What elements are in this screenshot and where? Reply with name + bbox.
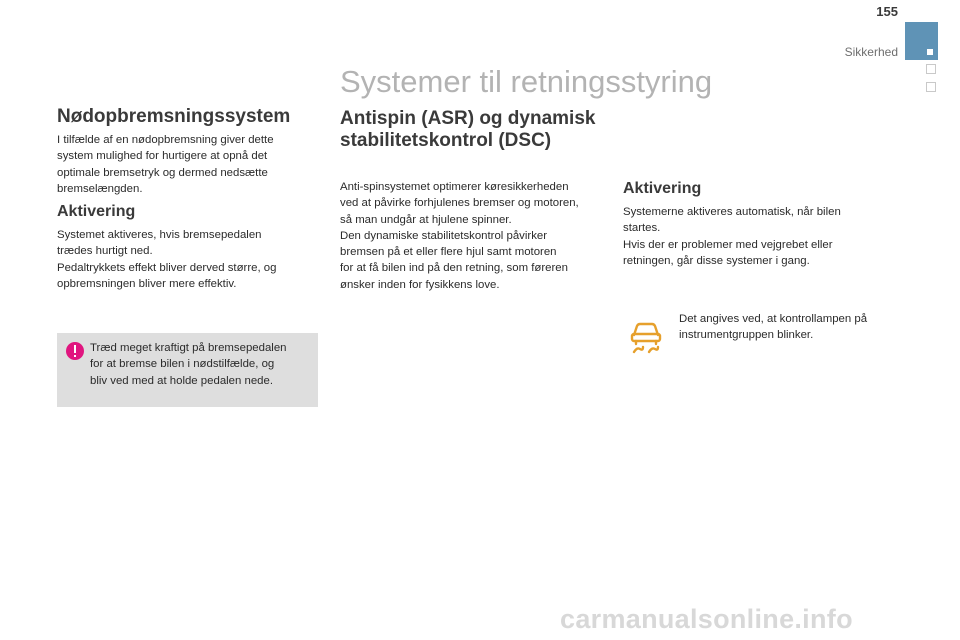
middle-heading xyxy=(340,108,620,152)
section-tab-active xyxy=(905,22,938,60)
middle-text-line: ønsker inden for fysikkens love. xyxy=(340,278,500,291)
right-text-line: Hvis der er problemer med vejgrebet eller xyxy=(623,238,833,251)
indicator-text-line: instrumentgruppen blinker. xyxy=(679,329,814,342)
indicator-text-line: Det angives ved, at kontrollampen på xyxy=(679,313,868,325)
indicator-text xyxy=(679,311,909,344)
exclamation-circle-icon xyxy=(66,342,84,360)
middle-text xyxy=(340,179,615,293)
middle-text-line: Den dynamiske stabilitetskontrol påvirker xyxy=(340,229,548,242)
middle-text-line: Anti-spinsystemet optimerer køresikkerheden xyxy=(340,181,569,193)
right-activation-heading: Aktivering xyxy=(623,180,702,197)
left-intro-line: I tilfælde af en nødopbremsning giver dette xyxy=(57,134,274,146)
left-activation-heading: Aktivering xyxy=(57,203,136,220)
warning-box xyxy=(57,333,318,407)
left-intro-line: system mulighed for hurtigere at opnå det xyxy=(57,150,268,163)
left-activation-line: Pedaltrykkets effekt bliver derved større, og xyxy=(57,261,277,274)
left-activation-line: trædes hurtigt ned. xyxy=(57,245,153,258)
middle-text-line: så man undgår at hjulene spinner. xyxy=(340,213,512,226)
left-activation-line: opbremsningen bliver mere effektiv. xyxy=(57,277,237,290)
page-number: 155 xyxy=(876,4,898,19)
page-title: Systemer til retningsstyring xyxy=(340,64,713,99)
middle-heading-line: stabilitetskontrol (DSC) xyxy=(340,129,552,151)
section-tab-2 xyxy=(926,64,936,74)
middle-text-line: for at få bilen ind på den retning, som føreren xyxy=(340,262,568,275)
middle-heading-line: Antispin (ASR) og dynamisk xyxy=(340,108,596,129)
section-tab-3 xyxy=(926,82,936,92)
left-activation-line: Systemet aktiveres, hvis bremsepedalen xyxy=(57,229,262,241)
left-heading: Nødopbremsningssystem xyxy=(57,106,291,127)
right-text-line: Systemerne aktiveres automatisk, når bilen xyxy=(623,206,841,218)
right-text-line: startes. xyxy=(623,222,661,235)
warning-text xyxy=(90,340,315,389)
left-activation-text xyxy=(57,227,317,292)
watermark: carmanualsonline.info xyxy=(560,604,853,634)
middle-text-line: bremsen på et eller flere hjul samt motoren xyxy=(340,246,557,259)
right-text xyxy=(623,204,883,269)
middle-text-line: ved at påvirke forhjulenes bremser og motoren, xyxy=(340,197,579,210)
left-intro-line: bremselængden. xyxy=(57,182,143,195)
warning-line: Træd meget kraftigt på bremsepedalen xyxy=(90,342,287,354)
stability-control-warning-light-icon xyxy=(628,318,664,354)
warning-line: bliv ved med at holde pedalen nede. xyxy=(90,374,274,387)
left-intro-line: optimale bremsetryk og dermed nedsætte xyxy=(57,166,268,179)
right-text-line: retningen, går disse systemer i gang. xyxy=(623,254,810,267)
warning-line: for at bremse bilen i nødstilfælde, og xyxy=(90,358,275,371)
left-intro xyxy=(57,132,317,197)
section-name: Sikkerhed xyxy=(844,45,898,59)
